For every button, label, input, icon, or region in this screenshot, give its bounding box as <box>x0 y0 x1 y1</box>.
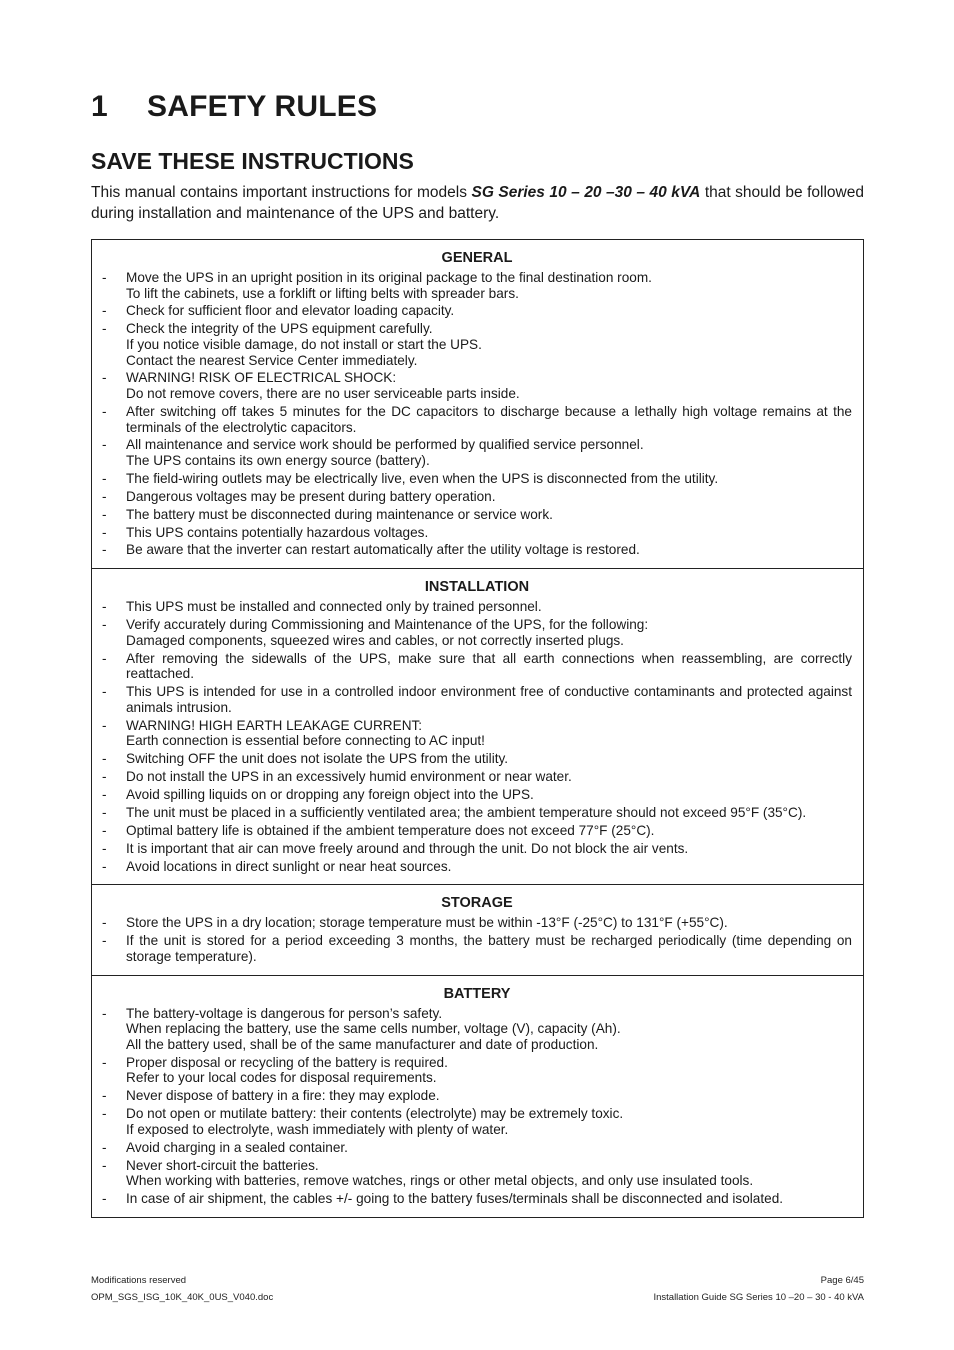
rule-line: - Store the UPS in a dry location; storage temperature must be within -13°F (-25°C) to 131°F (+55°C). <box>126 915 728 931</box>
rule-line: - Check the integrity of the UPS equipment carefully. <box>126 321 433 337</box>
rule-line: If exposed to electrolyte, wash immediately with plenty of water. <box>126 1121 509 1137</box>
rule-line: - After removing the sidewalls of the UPS, make sure that all earth connections when reassembling, are correctly reattached. <box>126 650 852 682</box>
section-battery <box>92 975 863 1217</box>
rule-item <box>102 270 852 301</box>
rule-line: - In case of air shipment, the cables +/- going to the battery fuses/terminals shall be disconnected and isolated. <box>126 1191 784 1207</box>
rule-line: - Dangerous voltages may be present during battery operation. <box>126 488 496 504</box>
rule-list <box>102 270 852 558</box>
safety-rules-table <box>91 239 864 1218</box>
rule-item <box>102 507 852 523</box>
rule-item <box>102 404 852 435</box>
footer-modifications: Modifications reserved <box>91 1275 187 1286</box>
rule-line: When working with batteries, remove watches, rings or other metal objects, and only use insulated tools. <box>126 1173 754 1189</box>
rule-line: - This UPS must be installed and connected only by trained personnel. <box>126 599 542 615</box>
rule-item <box>102 1140 852 1156</box>
footer-page-number: Page 6/45 <box>820 1275 864 1286</box>
rule-line: - Never short-circuit the batteries. <box>126 1157 319 1173</box>
rule-line: - Never dispose of battery in a fire: they may explode. <box>126 1088 440 1104</box>
rule-line: - Optimal battery life is obtained if the ambient temperature does not exceed 77°F (25°C). <box>126 822 655 838</box>
rule-line: If you notice visible damage, do not install or start the UPS. <box>126 336 482 352</box>
rule-line: - Avoid locations in direct sunlight or near heat sources. <box>126 858 452 874</box>
rule-line: - All maintenance and service work should be performed by qualified service personnel. <box>126 437 644 453</box>
section-installation <box>92 568 863 884</box>
footer-guide-title: Installation Guide SG Series 10 –20 – 30 - 40 kVA <box>653 1292 864 1303</box>
section-storage <box>92 884 863 974</box>
rule-item <box>102 684 852 715</box>
rule-item <box>102 489 852 505</box>
chapter-title: SAFETY RULES <box>147 90 378 123</box>
intro-model-name: SG Series 10 – 20 –30 – 40 kVA <box>471 184 701 201</box>
intro-text-after: that should be followed during installation and maintenance of the UPS and battery. <box>91 184 864 222</box>
rule-line: When replacing the battery, use the same cells number, voltage (V), capacity (Ah). <box>126 1021 621 1037</box>
rule-line: - This UPS is intended for use in a controlled indoor environment free of conductive contaminants and protected against animals intrusion. <box>126 684 852 715</box>
rule-item <box>102 1006 852 1053</box>
section-title: INSTALLATION <box>424 579 530 596</box>
footer-filename: OPM_SGS_ISG_10K_40K_0US_V040.doc <box>91 1292 274 1303</box>
section-title: GENERAL <box>441 250 513 266</box>
rule-item <box>102 1055 852 1086</box>
rule-item <box>102 651 852 682</box>
rule-item <box>102 617 852 648</box>
section-title: BATTERY <box>443 985 511 1002</box>
rule-line: - The battery must be disconnected during maintenance or service work. <box>126 506 553 522</box>
rule-item <box>102 1106 852 1137</box>
rule-item <box>102 823 852 839</box>
rule-item <box>102 303 852 319</box>
rule-line: - After switching off takes 5 minutes for the DC capacitors to discharge because a lethally high voltage remains at the terminals of the electrolytic capacitors. <box>126 403 852 435</box>
rule-line: - Do not install the UPS in an excessively humid environment or near water. <box>126 769 572 785</box>
rule-item <box>102 321 852 368</box>
section-subtitle: SAVE THESE INSTRUCTIONS <box>91 148 414 174</box>
rule-item <box>102 542 852 558</box>
rule-line: - Avoid charging in a sealed container. <box>126 1139 348 1155</box>
rule-item <box>102 370 852 401</box>
rule-list <box>102 915 852 964</box>
rule-item <box>102 1158 852 1189</box>
rule-item <box>102 599 852 615</box>
rule-item <box>102 787 852 803</box>
rule-line: To lift the cabinets, use a forklift or lifting belts with spreader bars. <box>126 285 519 301</box>
rule-line: Earth connection is essential before connecting to AC input! <box>126 733 485 749</box>
rule-item <box>102 525 852 541</box>
rule-line: - WARNING! HIGH EARTH LEAKAGE CURRENT: <box>126 717 423 733</box>
chapter-heading <box>91 90 377 124</box>
chapter-number: 1 <box>91 90 108 123</box>
rule-line: - Switching OFF the unit does not isolate the UPS from the utility. <box>126 751 509 767</box>
rule-list <box>102 1006 852 1207</box>
intro-paragraph <box>91 182 864 224</box>
rule-line: - Verify accurately during Commissioning and Maintenance of the UPS, for the following: <box>126 617 649 633</box>
rule-item <box>102 769 852 785</box>
rule-line: - Do not open or mutilate battery: their contents (electrolyte) may be extremely toxic. <box>126 1106 624 1122</box>
rule-item <box>102 933 852 964</box>
rule-item <box>102 915 852 931</box>
rule-item <box>102 471 852 487</box>
rule-line: Contact the nearest Service Center immediately. <box>126 352 418 368</box>
rule-line: Do not remove covers, there are no user serviceable parts inside. <box>126 386 520 402</box>
rule-line: - Be aware that the inverter can restart automatically after the utility voltage is restored. <box>126 542 640 558</box>
section-title: STORAGE <box>441 895 513 912</box>
rule-item <box>102 751 852 767</box>
rule-line: - It is important that air can move freely around and through the unit. Do not block the air vents. <box>126 840 689 856</box>
rule-line: - The battery-voltage is dangerous for person’s safety. <box>126 1005 443 1021</box>
rule-line: Refer to your local codes for disposal requirements. <box>126 1070 437 1086</box>
rule-item <box>102 859 852 875</box>
rule-item <box>102 437 852 468</box>
rule-line: - The field-wiring outlets may be electrically live, even when the UPS is disconnected from the utility. <box>126 470 719 486</box>
rule-line: The UPS contains its own energy source (battery). <box>126 453 430 469</box>
rule-line: Damaged components, squeezed wires and cables, or not correctly inserted plugs. <box>126 632 624 648</box>
rule-item <box>102 1088 852 1104</box>
rule-list <box>102 599 852 874</box>
rule-line: - Check for sufficient floor and elevator loading capacity. <box>126 303 455 319</box>
rule-line: - Avoid spilling liquids on or dropping any foreign object into the UPS. <box>126 786 534 802</box>
rule-item <box>102 805 852 821</box>
rule-line: All the battery used, shall be of the same manufacturer and date of production. <box>126 1036 599 1052</box>
rule-item <box>102 841 852 857</box>
intro-text-before: This manual contains important instructions for models <box>91 184 472 201</box>
rule-line: - This UPS contains potentially hazardous voltages. <box>126 524 429 540</box>
rule-line: - If the unit is stored for a period exceeding 3 months, the battery must be recharged periodically (time depending on storage temperature). <box>126 933 852 964</box>
rule-line: - WARNING! RISK OF ELECTRICAL SHOCK: <box>126 370 397 386</box>
rule-item <box>102 718 852 749</box>
rule-line: - Proper disposal or recycling of the battery is required. <box>126 1054 448 1070</box>
rule-line: - Move the UPS in an upright position in its original package to the final destination room. <box>126 270 652 285</box>
rule-item <box>102 1191 852 1207</box>
section-general <box>92 240 863 568</box>
rule-line: - The unit must be placed in a sufficiently ventilated area; the ambient temperature should not exceed 95°F (35°C). <box>126 804 807 820</box>
